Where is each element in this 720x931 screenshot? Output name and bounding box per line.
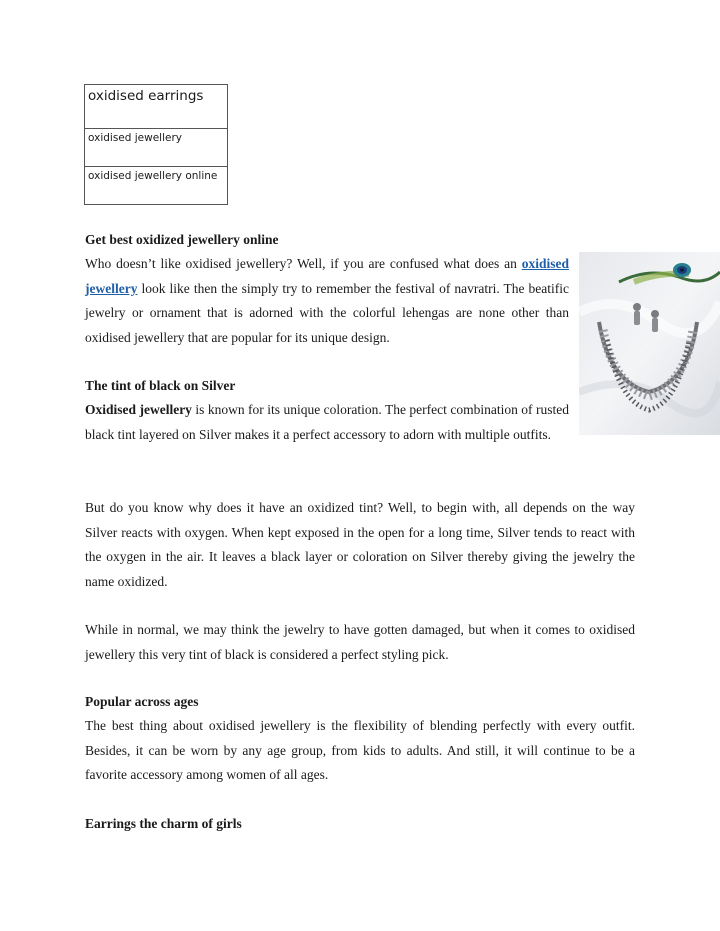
paragraph-text: look like then the simply try to remember the festival of navratri. The beatific jewelry or ornament that is adorned with the colorful lehengas are none other than oxidised jewellery that are popular for its unique design. [85, 280, 569, 345]
keyword-cell: oxidised jewellery [85, 129, 228, 167]
paragraph [85, 252, 569, 350]
bold-lead: Oxidised jewellery [85, 402, 192, 417]
keyword-cell: oxidised earrings [85, 85, 228, 129]
necklace-photo [579, 252, 720, 435]
keyword-cell: oxidised jewellery online [85, 167, 228, 205]
paragraph [85, 398, 569, 447]
paragraph: The best thing about oxidised jewellery is the flexibility of blending perfectly with every outfit. Besides, it can be worn by any age group, from kids to adults. And still, it will continue to be a favorite accessory among women of all ages. [85, 718, 635, 782]
section-heading: Get best oxidized jewellery online [85, 232, 279, 247]
paragraph: While in normal, we may think the jewelry to have gotten damaged, but when it comes to oxidised jewellery this very tint of black is considered a perfect styling pick. [85, 622, 635, 662]
oxidised-jewellery-link[interactable]: oxidised jewellery [85, 256, 569, 296]
paragraph: But do you know why does it have an oxidized tint? Well, to begin with, all depends on the way Silver reacts with oxygen. When kept exposed in the open for a long time, Silver tends to react with the oxygen in the air. It leaves a black layer or coloration on Silver thereby giving the jewelry the name oxidized. [85, 500, 635, 589]
section-heading: Earrings the charm of girls [85, 816, 242, 831]
section-heading: Popular across ages [85, 694, 199, 709]
paragraph-text: is known for its unique coloration. The perfect combination of rusted black tint layered on Silver makes it a perfect accessory to adorn with multiple outfits. [85, 402, 569, 442]
keyword-table [84, 84, 228, 205]
paragraph-text: Who doesn’t like oxidised jewellery? Well, if you are confused what does an [85, 256, 522, 271]
section-heading: The tint of black on Silver [85, 378, 236, 393]
